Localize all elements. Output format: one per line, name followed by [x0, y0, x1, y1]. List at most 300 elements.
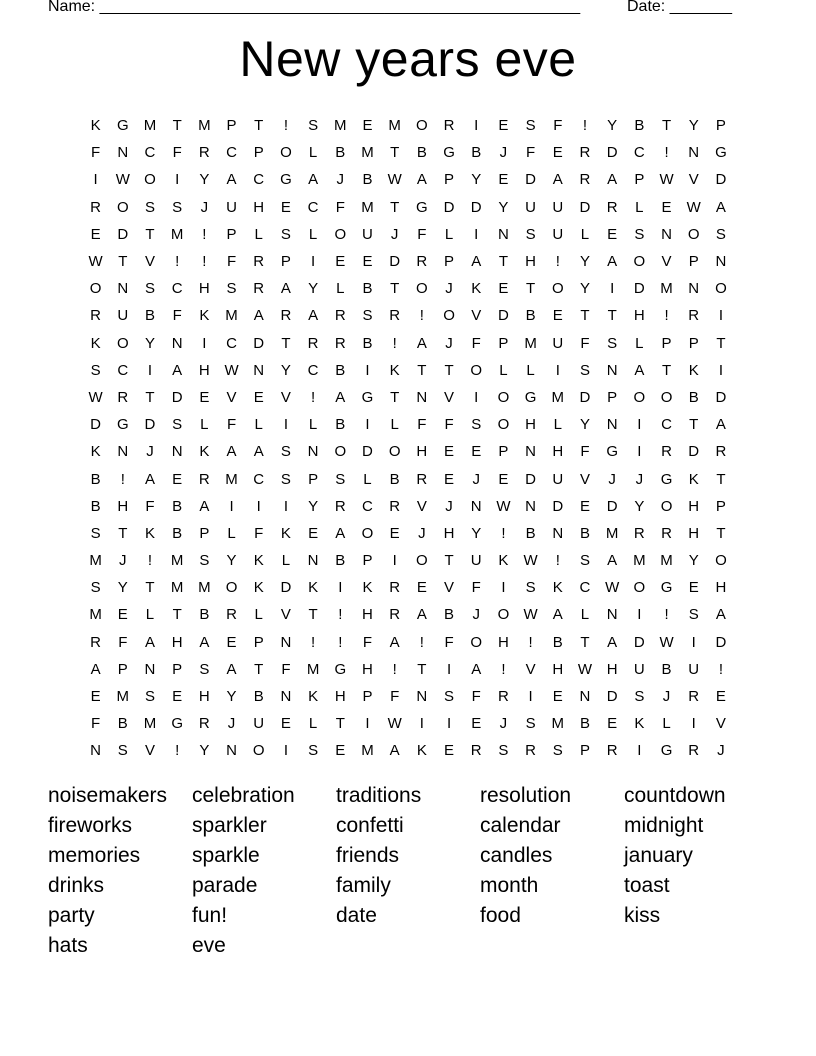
grid-cell: B	[389, 470, 400, 488]
grid-cell: E	[416, 579, 427, 597]
grid-cell: B	[335, 361, 346, 379]
grid-cell: N	[606, 361, 618, 379]
grid-cell: A	[308, 171, 319, 189]
grid-cell: H	[497, 633, 509, 651]
grid-cell: T	[145, 225, 155, 243]
grid-cell: R	[90, 307, 102, 325]
grid-cell: P	[253, 633, 264, 651]
grid-cell: O	[334, 225, 347, 243]
grid-cell: A	[389, 633, 400, 651]
grid-cell: N	[171, 334, 183, 352]
grid-cell: P	[607, 388, 618, 406]
grid-cell: E	[117, 606, 128, 624]
grid-cell: W	[659, 633, 674, 651]
grid-cell: K	[498, 552, 509, 570]
grid-cell: G	[116, 416, 129, 434]
grid-cell: O	[280, 144, 292, 162]
grid-cell: I	[637, 606, 642, 624]
grid-cell: T	[580, 307, 590, 325]
grid-cell: R	[90, 198, 102, 216]
grid-cell: A	[199, 633, 210, 651]
grid-cell: B	[199, 606, 210, 624]
grid-cell: I	[419, 715, 424, 733]
grid-cell: T	[526, 280, 536, 298]
grid-cell: E	[607, 225, 618, 243]
grid-cell: B	[416, 144, 427, 162]
grid-cell: B	[90, 470, 101, 488]
grid-cell: F	[226, 253, 237, 271]
grid-cell: L	[308, 715, 318, 733]
grid-cell: K	[634, 715, 645, 733]
grid-cell: E	[90, 225, 101, 243]
grid-cell: R	[334, 334, 346, 352]
grid-cell: C	[226, 144, 237, 162]
grid-cell: A	[172, 361, 183, 379]
grid-cell: N	[307, 443, 319, 461]
grid-cell: L	[308, 416, 318, 434]
word-list-item: sparkler	[192, 814, 267, 837]
grid-cell: S	[634, 225, 645, 243]
grid-cell: S	[444, 688, 455, 706]
word-list-item: food	[480, 904, 521, 927]
grid-cell: P	[715, 497, 726, 515]
word-list-item: toast	[624, 874, 670, 897]
grid-cell: G	[416, 198, 428, 216]
grid-cell: K	[416, 742, 427, 760]
grid-cell: E	[498, 171, 509, 189]
grid-cell: B	[525, 307, 536, 325]
word-list-item: hats	[48, 934, 88, 957]
grid-cell: O	[633, 388, 646, 406]
grid-cell: R	[90, 633, 102, 651]
grid-cell: S	[172, 416, 183, 434]
grid-cell: N	[253, 361, 265, 379]
grid-cell: S	[90, 361, 101, 379]
grid-cell: G	[660, 579, 673, 597]
grid-cell: Y	[498, 198, 509, 216]
grid-cell: T	[444, 552, 454, 570]
grid-cell: V	[715, 715, 726, 733]
word-list	[48, 781, 768, 961]
grid-cell: G	[715, 144, 727, 162]
grid-cell: L	[254, 606, 263, 624]
grid-cell: J	[445, 497, 453, 515]
grid-cell: P	[362, 552, 373, 570]
grid-cell: R	[117, 388, 129, 406]
grid-cell: Y	[688, 117, 699, 135]
grid-cell: F	[444, 416, 454, 434]
grid-cell: R	[470, 742, 482, 760]
grid-cell: J	[418, 524, 426, 542]
grid-cell: N	[470, 497, 482, 515]
grid-cell: T	[118, 253, 128, 271]
grid-cell: W	[659, 171, 674, 189]
grid-cell: O	[715, 552, 727, 570]
grid-cell: K	[389, 361, 400, 379]
grid-cell: R	[688, 307, 700, 325]
grid-cell: I	[365, 715, 370, 733]
grid-cell: C	[144, 144, 156, 162]
grid-cell: O	[116, 198, 129, 216]
grid-cell: R	[389, 579, 401, 597]
grid-cell: S	[199, 552, 210, 570]
grid-cell: J	[499, 715, 508, 733]
grid-cell: M	[170, 225, 184, 243]
grid-cell: B	[172, 524, 183, 542]
grid-cell: D	[525, 171, 537, 189]
grid-cell: M	[225, 470, 238, 488]
grid-cell: I	[256, 497, 261, 515]
grid-cell: A	[416, 606, 427, 624]
grid-cell: K	[90, 334, 101, 352]
grid-cell: I	[446, 660, 452, 678]
grid-cell: D	[443, 198, 455, 216]
grid-cell: W	[577, 660, 593, 678]
grid-cell: W	[686, 198, 701, 216]
grid-cell: R	[334, 497, 346, 515]
grid-cell: B	[471, 144, 482, 162]
grid-cell: A	[144, 470, 155, 488]
header	[48, 0, 740, 16]
grid-cell: C	[117, 361, 129, 379]
grid-cell: E	[389, 524, 400, 542]
grid-cell: I	[338, 579, 343, 597]
grid-cell: P	[199, 524, 210, 542]
grid-cell: B	[362, 280, 373, 298]
grid-cell: J	[445, 280, 453, 298]
grid-cell: W	[523, 606, 538, 624]
grid-cell: A	[335, 524, 346, 542]
grid-cell: D	[117, 225, 129, 243]
grid-cell: B	[579, 524, 590, 542]
grid-cell: R	[416, 253, 428, 271]
grid-cell: A	[552, 171, 563, 189]
grid-cell: P	[226, 117, 237, 135]
grid-cell: J	[608, 470, 616, 488]
grid-cell: L	[308, 225, 318, 243]
grid-cell: I	[555, 361, 560, 379]
grid-cell: R	[688, 742, 700, 760]
grid-cell: A	[416, 171, 427, 189]
grid-cell: D	[362, 443, 373, 461]
grid-cell: N	[552, 524, 564, 542]
grid-cell: R	[416, 470, 428, 488]
grid-cell: P	[661, 334, 672, 352]
grid-cell: A	[715, 416, 726, 434]
grid-cell: B	[172, 497, 183, 515]
grid-cell: L	[662, 715, 671, 733]
grid-cell: N	[606, 416, 618, 434]
grid-cell: R	[253, 280, 265, 298]
grid-cell: E	[607, 715, 618, 733]
grid-cell: M	[551, 388, 565, 406]
grid-cell: T	[281, 334, 291, 352]
grid-cell: G	[606, 443, 618, 461]
grid-cell: E	[444, 742, 455, 760]
grid-cell: I	[93, 171, 98, 189]
grid-cell: N	[688, 280, 700, 298]
grid-cell: I	[501, 579, 506, 597]
grid-cell: D	[552, 497, 564, 515]
grid-cell: U	[552, 470, 564, 488]
grid-cell: K	[280, 524, 291, 542]
grid-cell: V	[525, 660, 536, 678]
grid-cell: E	[280, 198, 291, 216]
grid-cell: D	[606, 688, 618, 706]
grid-cell: D	[715, 171, 727, 189]
grid-cell: K	[199, 443, 210, 461]
grid-cell: O	[416, 117, 428, 135]
grid-cell: R	[334, 307, 346, 325]
word-list-item: calendar	[480, 814, 561, 837]
grid-cell: T	[661, 361, 672, 379]
grid-cell: Y	[634, 497, 645, 515]
grid-cell: D	[579, 388, 591, 406]
grid-cell: N	[661, 225, 672, 243]
grid-cell: D	[606, 497, 618, 515]
grid-cell: !	[311, 633, 316, 651]
grid-cell: T	[417, 660, 427, 678]
grid-cell: U	[525, 198, 537, 216]
grid-cell: U	[633, 660, 645, 678]
grid-cell: D	[579, 198, 591, 216]
grid-cell: C	[253, 470, 265, 488]
grid-cell: !	[202, 225, 207, 243]
grid-cell: R	[633, 524, 645, 542]
grid-cell: M	[388, 117, 401, 135]
grid-cell: !	[664, 606, 669, 624]
grid-cell: I	[718, 307, 723, 325]
word-list-item: parade	[192, 874, 258, 897]
grid-cell: L	[580, 225, 590, 243]
grid-cell: H	[198, 688, 210, 706]
grid-cell: T	[444, 361, 454, 379]
grid-cell: B	[335, 416, 346, 434]
grid-cell: M	[143, 117, 157, 135]
grid-cell: R	[226, 606, 237, 624]
grid-cell: F	[226, 416, 237, 434]
grid-cell: B	[688, 388, 699, 406]
grid-cell: K	[362, 579, 373, 597]
grid-cell: H	[171, 633, 183, 651]
grid-cell: O	[144, 171, 156, 189]
grid-cell: S	[280, 470, 291, 488]
grid-cell: W	[605, 579, 620, 597]
grid-cell: R	[579, 171, 591, 189]
grid-cell: F	[553, 117, 563, 135]
grid-cell: M	[660, 280, 673, 298]
grid-cell: I	[392, 552, 397, 570]
grid-cell: O	[633, 579, 646, 597]
grid-cell: I	[365, 361, 370, 379]
grid-cell: V	[280, 388, 291, 406]
grid-cell: T	[716, 524, 726, 542]
grid-cell: J	[200, 198, 209, 216]
grid-cell: O	[470, 633, 483, 651]
word-list-item: traditions	[336, 784, 422, 807]
grid-cell: F	[362, 633, 373, 651]
grid-cell: V	[144, 253, 155, 271]
word-list-item: eve	[192, 934, 226, 957]
grid-cell: R	[661, 524, 672, 542]
grid-cell: I	[283, 497, 288, 515]
grid-cell: M	[89, 606, 102, 624]
grid-cell: T	[417, 361, 427, 379]
grid-cell: R	[389, 307, 401, 325]
grid-cell: F	[172, 144, 182, 162]
grid-cell: E	[90, 688, 101, 706]
grid-cell: A	[607, 171, 618, 189]
grid-cell: I	[229, 497, 234, 515]
grid-cell: H	[688, 497, 700, 515]
grid-cell: B	[661, 660, 672, 678]
word-list-item: confetti	[336, 814, 404, 837]
grid-cell: L	[635, 198, 644, 216]
grid-cell: S	[144, 688, 155, 706]
name-field-label: Name: ______________________________________________________	[48, 0, 581, 15]
grid-cell: B	[90, 497, 101, 515]
grid-cell: S	[172, 198, 183, 216]
grid-cell: H	[633, 307, 645, 325]
grid-cell: E	[471, 715, 482, 733]
grid-cell: M	[361, 742, 374, 760]
grid-cell: I	[691, 715, 696, 733]
grid-cell: H	[117, 497, 129, 515]
grid-cell: I	[446, 715, 452, 733]
grid-cell: S	[280, 225, 291, 243]
grid-cell: L	[200, 416, 209, 434]
grid-cell: M	[306, 660, 320, 678]
grid-cell: V	[579, 470, 590, 488]
word-list-item: fireworks	[48, 814, 133, 837]
grid-cell: Y	[199, 171, 210, 189]
grid-cell: O	[225, 579, 238, 597]
grid-cell: D	[497, 307, 509, 325]
grid-cell: R	[688, 688, 700, 706]
grid-cell: U	[552, 225, 564, 243]
grid-cell: R	[497, 688, 509, 706]
grid-cell: W	[523, 552, 538, 570]
grid-cell: V	[471, 307, 482, 325]
grid-cell: I	[691, 633, 696, 651]
grid-cell: T	[716, 334, 726, 352]
grid-cell: S	[525, 117, 536, 135]
grid-cell: O	[687, 225, 700, 243]
grid-cell: !	[202, 253, 207, 271]
grid-cell: P	[117, 660, 128, 678]
grid-cell: F	[91, 715, 101, 733]
grid-cell: J	[717, 742, 725, 760]
grid-cell: D	[470, 198, 482, 216]
grid-cell: N	[525, 443, 537, 461]
grid-cell: S	[226, 280, 237, 298]
grid-cell: R	[389, 497, 401, 515]
grid-cell: E	[362, 253, 373, 271]
grid-cell: T	[254, 117, 264, 135]
word-list-item: noisemakers	[48, 784, 168, 807]
grid-cell: N	[117, 443, 129, 461]
grid-cell: S	[308, 117, 319, 135]
word-list-item: family	[336, 874, 391, 897]
grid-cell: W	[88, 253, 103, 271]
grid-cell: I	[610, 280, 615, 298]
grid-cell: !	[147, 552, 153, 570]
grid-cell: E	[362, 117, 373, 135]
grid-cell: E	[444, 443, 455, 461]
grid-cell: J	[472, 470, 480, 488]
grid-cell: R	[280, 307, 292, 325]
grid-cell: V	[144, 742, 155, 760]
grid-cell: N	[280, 633, 292, 651]
grid-cell: T	[335, 715, 345, 733]
grid-cell: P	[308, 470, 319, 488]
grid-cell: E	[661, 198, 672, 216]
grid-cell: F	[580, 443, 590, 461]
grid-cell: F	[471, 334, 481, 352]
letter-grid	[82, 112, 735, 765]
grid-cell: J	[119, 552, 127, 570]
grid-cell: !	[311, 388, 316, 406]
grid-cell: O	[361, 524, 374, 542]
grid-cell: S	[498, 742, 509, 760]
grid-cell: E	[715, 688, 726, 706]
grid-cell: T	[661, 117, 672, 135]
grid-cell: L	[281, 552, 291, 570]
grid-cell: E	[172, 688, 183, 706]
grid-cell: N	[606, 606, 618, 624]
grid-cell: E	[308, 524, 319, 542]
grid-cell: R	[579, 144, 591, 162]
grid-cell: !	[501, 524, 506, 542]
grid-cell: H	[253, 198, 265, 216]
grid-cell: K	[144, 524, 155, 542]
grid-cell: A	[253, 443, 264, 461]
grid-cell: !	[283, 117, 288, 135]
grid-cell: J	[635, 470, 644, 488]
grid-cell: T	[145, 579, 155, 597]
grid-cell: A	[389, 742, 400, 760]
grid-cell: R	[253, 253, 265, 271]
grid-cell: M	[225, 307, 238, 325]
grid-cell: H	[525, 253, 537, 271]
grid-cell: F	[281, 660, 291, 678]
grid-cell: G	[361, 388, 374, 406]
grid-cell: B	[335, 144, 346, 162]
grid-cell: L	[308, 144, 318, 162]
grid-cell: M	[116, 688, 130, 706]
grid-cell: D	[144, 416, 156, 434]
grid-cell: S	[90, 524, 101, 542]
grid-cell: H	[552, 443, 564, 461]
grid-cell: K	[308, 688, 319, 706]
grid-cell: P	[634, 171, 645, 189]
grid-cell: M	[170, 552, 184, 570]
grid-cell: V	[280, 606, 291, 624]
word-list-item: candles	[480, 844, 553, 867]
grid-cell: V	[226, 388, 237, 406]
grid-cell: A	[144, 633, 155, 651]
grid-cell: L	[254, 225, 263, 243]
word-list-item: drinks	[48, 874, 105, 897]
grid-cell: N	[416, 688, 428, 706]
grid-cell: P	[444, 253, 455, 271]
grid-cell: S	[525, 579, 536, 597]
grid-cell: C	[307, 198, 319, 216]
grid-cell: N	[307, 552, 319, 570]
grid-cell: K	[253, 552, 264, 570]
grid-cell: B	[362, 171, 373, 189]
grid-cell: !	[582, 117, 588, 135]
